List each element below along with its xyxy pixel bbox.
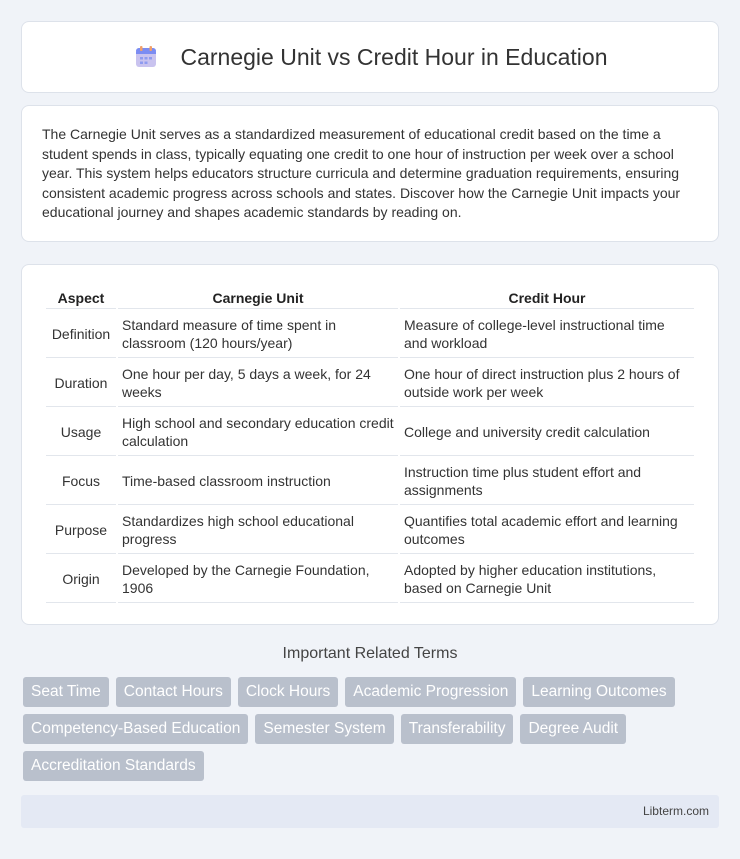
related-term-tag[interactable]: Degree Audit (520, 714, 626, 744)
cell-credit-hour: College and university credit calculation (400, 409, 694, 456)
related-term-tag[interactable]: Accreditation Standards (23, 751, 204, 781)
related-term-tag[interactable]: Seat Time (23, 677, 109, 707)
cell-carnegie-unit: Standardizes high school educational progress (118, 507, 398, 554)
cell-carnegie-unit: Time-based classroom instruction (118, 458, 398, 505)
table-row (46, 311, 694, 358)
related-term-tag[interactable]: Contact Hours (116, 677, 231, 707)
cell-credit-hour: One hour of direct instruction plus 2 hours of outside work per week (400, 360, 694, 407)
table-row (46, 556, 694, 603)
related-term-tag[interactable]: Competency-Based Education (23, 714, 248, 744)
cell-credit-hour: Instruction time plus student effort and assignments (400, 458, 694, 505)
cell-carnegie-unit: Developed by the Carnegie Foundation, 1906 (118, 556, 398, 603)
intro-text: The Carnegie Unit serves as a standardized measurement of educational credit based on the time a student spends in class, typically equating one credit to one hour of instruction per week over a school year. This system helps educators structure curricula and determine graduation requirements, ensuring consistent academic progress across schools and states. Discover how the Carnegie Unit impacts your educational journey and shapes academic standards by reading on. (42, 126, 681, 221)
title-card (21, 21, 719, 93)
cell-aspect: Origin (46, 556, 116, 603)
related-terms-list (23, 677, 723, 788)
cell-carnegie-unit: One hour per day, 5 days a week, for 24 weeks (118, 360, 398, 407)
cell-aspect: Purpose (46, 507, 116, 554)
comparison-table (44, 283, 696, 605)
cell-aspect: Focus (46, 458, 116, 505)
cell-aspect: Definition (46, 311, 116, 358)
table-row (46, 507, 694, 554)
table-row (46, 409, 694, 456)
comparison-table-card (21, 264, 719, 625)
related-terms-heading: Important Related Terms (282, 645, 458, 662)
cell-aspect: Usage (46, 409, 116, 456)
page-title: Carnegie Unit vs Credit Hour in Education (180, 43, 608, 70)
calendar-icon (133, 44, 159, 70)
cell-credit-hour: Adopted by higher education institutions, based on Carnegie Unit (400, 556, 694, 603)
header-credit-hour: Credit Hour (400, 285, 694, 309)
cell-credit-hour: Measure of college-level instructional time and workload (400, 311, 694, 358)
cell-carnegie-unit: Standard measure of time spent in classroom (120 hours/year) (118, 311, 398, 358)
footer-site-link[interactable]: Libterm.com (642, 804, 709, 818)
related-term-tag[interactable]: Transferability (401, 714, 514, 744)
intro-card (21, 105, 719, 242)
table-row (46, 360, 694, 407)
cell-credit-hour: Quantifies total academic effort and learning outcomes (400, 507, 694, 554)
related-term-tag[interactable]: Clock Hours (238, 677, 338, 707)
cell-aspect: Duration (46, 360, 116, 407)
table-row (46, 458, 694, 505)
related-term-tag[interactable]: Learning Outcomes (523, 677, 674, 707)
header-carnegie-unit: Carnegie Unit (118, 285, 398, 309)
header-aspect: Aspect (46, 285, 116, 309)
table-header-row (46, 285, 694, 309)
related-term-tag[interactable]: Semester System (255, 714, 393, 744)
cell-carnegie-unit: High school and secondary education credit calculation (118, 409, 398, 456)
footer (21, 795, 719, 828)
related-term-tag[interactable]: Academic Progression (345, 677, 516, 707)
